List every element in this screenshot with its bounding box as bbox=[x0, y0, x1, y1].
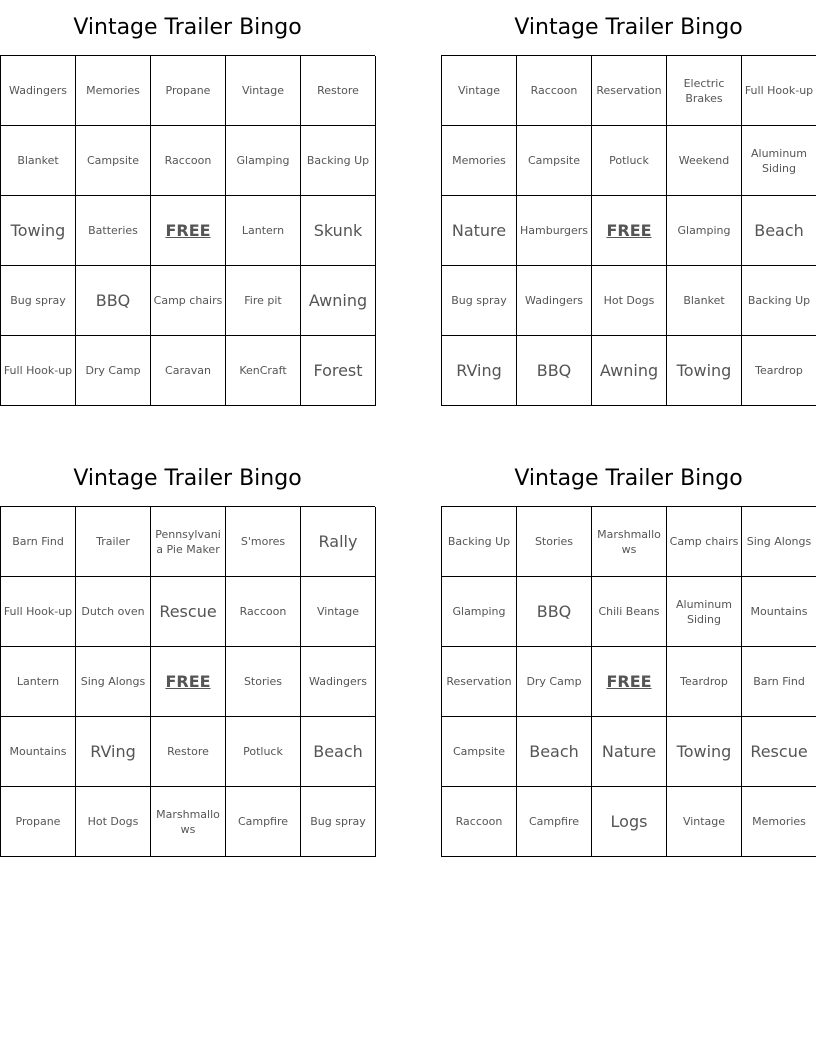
bingo-cell: Memories bbox=[742, 787, 816, 857]
bingo-cell: Campsite bbox=[517, 126, 592, 196]
bingo-cell: Raccoon bbox=[442, 787, 517, 857]
bingo-cell: Lantern bbox=[1, 647, 76, 717]
bingo-cell: Rally bbox=[301, 507, 376, 577]
bingo-cell: Raccoon bbox=[226, 577, 301, 647]
bingo-cell: Sing Alongs bbox=[742, 507, 816, 577]
bingo-cell: Forest bbox=[301, 336, 376, 406]
bingo-cell: Backing Up bbox=[742, 266, 816, 336]
bingo-cell: Wadingers bbox=[517, 266, 592, 336]
bingo-cell: Marshmallows bbox=[151, 787, 226, 857]
bingo-cell: Caravan bbox=[151, 336, 226, 406]
bingo-cell: Trailer bbox=[76, 507, 151, 577]
bingo-cell: Restore bbox=[301, 56, 376, 126]
bingo-cell: Beach bbox=[742, 196, 816, 266]
bingo-cell: Potluck bbox=[592, 126, 667, 196]
bingo-cell: Camp chairs bbox=[151, 266, 226, 336]
bingo-cell: Rescue bbox=[151, 577, 226, 647]
bingo-cell: RVing bbox=[76, 717, 151, 787]
bingo-cell: Vintage bbox=[667, 787, 742, 857]
bingo-cell: Campsite bbox=[76, 126, 151, 196]
bingo-cell: Vintage bbox=[226, 56, 301, 126]
bingo-cell: Full Hook-up bbox=[742, 56, 816, 126]
bingo-cell: Bug spray bbox=[301, 787, 376, 857]
bingo-cell: Campfire bbox=[226, 787, 301, 857]
bingo-cell: Aluminum Siding bbox=[742, 126, 816, 196]
bingo-cell: Nature bbox=[442, 196, 517, 266]
bingo-cell: Wadingers bbox=[1, 56, 76, 126]
bingo-cell: Stories bbox=[517, 507, 592, 577]
bingo-cell: Bug spray bbox=[1, 266, 76, 336]
bingo-cell: Nature bbox=[592, 717, 667, 787]
bingo-cell: Weekend bbox=[667, 126, 742, 196]
bingo-cell: Potluck bbox=[226, 717, 301, 787]
bingo-cell: Reservation bbox=[442, 647, 517, 717]
card-title: Vintage Trailer Bingo bbox=[514, 15, 743, 40]
bingo-cell: Beach bbox=[301, 717, 376, 787]
card-title: Vintage Trailer Bingo bbox=[73, 15, 302, 40]
bingo-cell: Logs bbox=[592, 787, 667, 857]
bingo-cell: Pennsylvania Pie Maker bbox=[151, 507, 226, 577]
bingo-card-3 bbox=[0, 462, 375, 857]
bingo-cell: Chili Beans bbox=[592, 577, 667, 647]
free-space: FREE bbox=[151, 196, 226, 266]
bingo-cell: KenCraft bbox=[226, 336, 301, 406]
bingo-card-2 bbox=[441, 11, 816, 406]
bingo-cell: Barn Find bbox=[742, 647, 816, 717]
bingo-cell: Rescue bbox=[742, 717, 816, 787]
bingo-cell: Mountains bbox=[742, 577, 816, 647]
bingo-cell: Lantern bbox=[226, 196, 301, 266]
bingo-cell: Teardrop bbox=[667, 647, 742, 717]
bingo-cell: Skunk bbox=[301, 196, 376, 266]
bingo-cell: Restore bbox=[151, 717, 226, 787]
bingo-grid bbox=[0, 506, 375, 857]
bingo-cell: Glamping bbox=[442, 577, 517, 647]
bingo-cell: Propane bbox=[1, 787, 76, 857]
bingo-cell: BBQ bbox=[517, 577, 592, 647]
bingo-cell: BBQ bbox=[517, 336, 592, 406]
bingo-cell: Electric Brakes bbox=[667, 56, 742, 126]
bingo-cell: Raccoon bbox=[151, 126, 226, 196]
bingo-cell: Hot Dogs bbox=[592, 266, 667, 336]
bingo-cell: Glamping bbox=[667, 196, 742, 266]
bingo-cell: Mountains bbox=[1, 717, 76, 787]
free-space: FREE bbox=[592, 647, 667, 717]
bingo-cell: Barn Find bbox=[1, 507, 76, 577]
bingo-cell: Camp chairs bbox=[667, 507, 742, 577]
bingo-cell: Backing Up bbox=[301, 126, 376, 196]
bingo-cell: Vintage bbox=[442, 56, 517, 126]
bingo-grid bbox=[441, 55, 816, 406]
bingo-cell: Dry Camp bbox=[76, 336, 151, 406]
bingo-cell: Beach bbox=[517, 717, 592, 787]
bingo-cell: Dutch oven bbox=[76, 577, 151, 647]
bingo-cell: Towing bbox=[1, 196, 76, 266]
bingo-cell: RVing bbox=[442, 336, 517, 406]
bingo-cell: S'mores bbox=[226, 507, 301, 577]
bingo-cell: Aluminum Siding bbox=[667, 577, 742, 647]
bingo-cell: Blanket bbox=[667, 266, 742, 336]
bingo-cell: Fire pit bbox=[226, 266, 301, 336]
bingo-cell: Full Hook-up bbox=[1, 336, 76, 406]
bingo-cell: Wadingers bbox=[301, 647, 376, 717]
bingo-cell: Full Hook-up bbox=[1, 577, 76, 647]
bingo-cell: Campsite bbox=[442, 717, 517, 787]
bingo-cell: Memories bbox=[442, 126, 517, 196]
bingo-cell: Raccoon bbox=[517, 56, 592, 126]
bingo-grid bbox=[441, 506, 816, 857]
bingo-cell: Memories bbox=[76, 56, 151, 126]
bingo-cell: Marshmallows bbox=[592, 507, 667, 577]
bingo-cell: Campfire bbox=[517, 787, 592, 857]
bingo-cell: Hot Dogs bbox=[76, 787, 151, 857]
bingo-cell: Teardrop bbox=[742, 336, 816, 406]
bingo-card-4 bbox=[441, 462, 816, 857]
bingo-grid bbox=[0, 55, 375, 406]
bingo-cell: BBQ bbox=[76, 266, 151, 336]
free-space: FREE bbox=[592, 196, 667, 266]
card-title: Vintage Trailer Bingo bbox=[514, 466, 743, 491]
card-title: Vintage Trailer Bingo bbox=[73, 466, 302, 491]
bingo-cell: Dry Camp bbox=[517, 647, 592, 717]
bingo-cell: Towing bbox=[667, 717, 742, 787]
bingo-cell: Blanket bbox=[1, 126, 76, 196]
bingo-cell: Sing Alongs bbox=[76, 647, 151, 717]
free-space: FREE bbox=[151, 647, 226, 717]
bingo-cell: Propane bbox=[151, 56, 226, 126]
bingo-cell: Towing bbox=[667, 336, 742, 406]
bingo-cell: Reservation bbox=[592, 56, 667, 126]
bingo-card-1 bbox=[0, 11, 375, 406]
bingo-cell: Glamping bbox=[226, 126, 301, 196]
bingo-cell: Stories bbox=[226, 647, 301, 717]
bingo-cell: Vintage bbox=[301, 577, 376, 647]
bingo-cell: Backing Up bbox=[442, 507, 517, 577]
bingo-cell: Awning bbox=[301, 266, 376, 336]
bingo-cell: Hamburgers bbox=[517, 196, 592, 266]
bingo-cell: Batteries bbox=[76, 196, 151, 266]
bingo-cell: Awning bbox=[592, 336, 667, 406]
bingo-cell: Bug spray bbox=[442, 266, 517, 336]
